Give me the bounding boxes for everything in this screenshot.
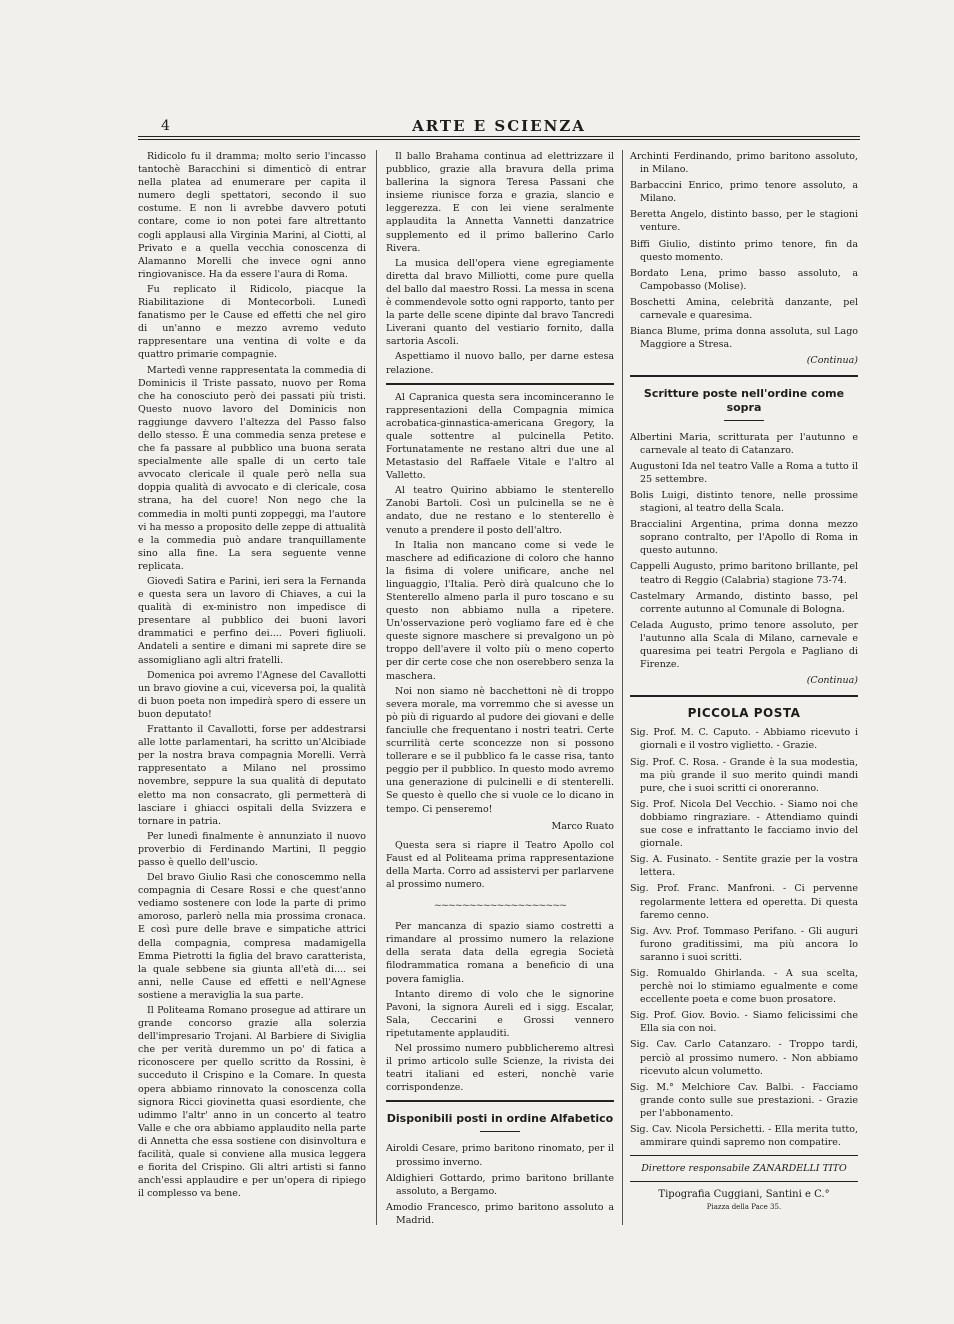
printer-address: Piazza della Pace 35. <box>706 1203 782 1212</box>
list-item: Amodio Francesco, primo baritono assoluto a Madrid. <box>386 1201 614 1226</box>
section-heading-scritture: Scritture poste nell'ordine come sopra <box>643 387 845 414</box>
paragraph: Il ballo Brahama continua ad elettrizzare il pubblico, grazie alla bravura della prima ballerina la signora Teresa Passani che insieme riunisce forza e grazia, slancio e leggerezza. E con lei viene seralmente applaudita la Annetta Vannetti danzatrice supplemento ed il primo ballerino Carlo Rivera. <box>386 151 614 254</box>
continua-note: (Continua) <box>806 355 858 367</box>
column-1 <box>138 150 366 1202</box>
continua-note: (Continua) <box>806 675 858 687</box>
list-item: Archinti Ferdinando, primo baritono assoluto, in Milano. <box>630 151 858 176</box>
section-rule <box>386 1100 614 1102</box>
author-signature: Marco Ruato <box>551 820 614 832</box>
paragraph: Questa sera si riapre il Teatro Apollo col Faust ed al Politeama prima rappresentazione della Marta. Corro ad assistervi per parlarvene al prossimo numero. <box>386 839 614 890</box>
list-item: Sig. Prof. Nicola Del Vecchio. - Siamo noi che dobbiamo ringraziare. - Attendiamo quindi sue cose e infrattanto le facciamo invio del giornale. <box>630 798 858 850</box>
list-item: Sig. Prof. C. Rosa. - Grande è la sua modestia, ma più grande il suo merito quindi mandi pure, che i suoi scritti ci onoreranno. <box>630 756 858 794</box>
paragraph: Martedì venne rappresentata la commedia di Dominicis il Triste passato, nuovo per Roma che ha conosciuto però dei passati più tristi. Questo nuovo lavoro del Dominicis non raggiunge davvero l'altezza del Passo falso dello stesso. È una commedia senza pretese e che fa passare al pubblico una buona serata specialmente alle spalle di un certo tale avvocato clericale il quale però nella sua doppia qualità di avvocato e di clericale, cosa strana, ha del cuore! Non nego che la commedia in molti punti zoppeggi, ma l'autore vi ha messo a proposito delle zeppe di attualità e la commedia può andare tranquillamente sino alla fine. La sera seguente venne replicata. <box>138 364 366 572</box>
list-item: Augustoni Ida nel teatro Valle a Roma a tutto il 25 settembre. <box>630 460 858 485</box>
paragraph: Ridicolo fu il dramma; molto serio l'incasso tantochè Baracchini si dimenticò di entrar nella platea ad enumerare per capita il numero degli spettatori, secondo il suo costume. E non li avrebbe davvero potuti contare, come io non potei fare altrettanto cogli applausi alla Virginia Marini, al Ciotti, al Privato e a quella vecchia conoscenza di Alamanno Morelli che invece ogni anno ringiovanisce. Ha da essere l'aura di Roma. <box>138 151 366 280</box>
list-item: Boschetti Amina, celebrità danzante, pel carnevale e quaresima. <box>630 296 858 322</box>
column-divider <box>622 150 623 1225</box>
section-rule <box>630 375 858 377</box>
paragraph: Noi non siamo nè bacchettoni nè di troppo severa morale, ma vorremmo che si avesse un pò più di riguardo al pudore dei giovani e delle fanciulle che frequentano i nostri teatri. Certe scurrilità certe sconcezze non si possono tollerare e se il pubblico fa le casse risa, tanto peggio per il pubblico. In questo modo avremo una generazione di pulcinelli e di stenterelli. Se questo è quello che si vuole ce lo dicano in tempo. Ci penseremo! <box>386 685 614 815</box>
paragraph: Aspettiamo il nuovo ballo, per darne estesa relazione. <box>386 351 614 376</box>
paragraph: Frattanto il Cavallotti, forse per addestrarsi alle lotte parlamentari, ha scritto un'Alcibiade per la nostra brava compagnia Morelli. Verrà rappresentato a Milano nel prossimo novembre, seppure la sua qualità di deputato eletto ma non consacrato, gli permetterà di lasciare i ghiacci ospitali della Svizzera e tornare in patria. <box>138 724 366 827</box>
list-item: Bolis Luigi, distinto tenore, nelle prossime stagioni, al teatro della Scala. <box>630 489 858 515</box>
list-item: Beretta Angelo, distinto basso, per le stagioni venture. <box>630 209 858 234</box>
short-rule <box>724 420 764 421</box>
list-item: Bordato Lena, primo basso assoluto, a Campobasso (Molise). <box>630 267 858 292</box>
column-divider <box>376 150 377 1225</box>
section-heading-piccola-posta: PICCOLA POSTA <box>687 706 801 721</box>
paragraph: Per mancanza di spazio siamo costretti a rimandare al prossimo numero la relazione della serata data della egregia Società filodrammatica romana a beneficio di una povera famiglia. <box>386 921 614 985</box>
list-item: Biffi Giulio, distinto primo tenore, fin da questo momento. <box>630 238 858 263</box>
printer-line: Tipografia Cuggiani, Santini e C.° <box>658 1189 830 1201</box>
paragraph: Al Capranica questa sera incominceranno le rappresentazioni della Compagnia mimica acrobatica-ginnastica-americana Gregory, la quale sottentre al pulcinella Petito. Fortunatamente ne restano altri due une al Metastasio del Raffaele Vitale e l'altro al Valletto. <box>386 391 614 482</box>
paragraph: Per lunedì finalmente è annunziato il nuovo proverbio di Ferdinando Martini, Il peggio passo è quello dell'uscio. <box>138 830 366 868</box>
section-heading-disponibili: Disponibili posti in ordine Alfabetico <box>386 1112 614 1126</box>
paragraph: Fu replicato il Ridicolo, piacque la Riabilitazione di Montecorboli. Lunedì fanatismo per le Cause ed effetti che nel giro di un'anno e mezzo avremo veduto rappresentare una ventina di volte e da quattro primarie compagnie. <box>138 283 366 361</box>
paragraph: Al teatro Quirino abbiamo le stenterello Zanobi Bartoli. Così un pulcinella se ne è andato, due ne restano e lo stenterello è venuto a prendere il posto dell'altro. <box>386 485 614 536</box>
list-item: Sig. Cav. Nicola Persichetti. - Ella merita tutto, ammirare quindi sapremo non compatire. <box>630 1124 858 1149</box>
list-item: Braccialini Argentina, prima donna mezzo soprano contralto, per l'Apollo di Roma in questo autunno. <box>630 519 858 557</box>
list-item: Albertini Maria, scritturata per l'autunno e carnevale al teato di Catanzaro. <box>630 431 858 456</box>
paragraph: Intanto diremo di volo che le signorine Pavoni, la signora Aureli ed i sigg. Escalar, Sala, Ceccarini e Grossi vennero ripetutamente applauditi. <box>386 988 614 1039</box>
list-item: Sig. Prof. Giov. Bovio. - Siamo felicissimi che Ella sia con noi. <box>630 1010 858 1035</box>
list-item: Airoldi Cesare, primo baritono rinomato, per il prossimo inverno. <box>386 1143 614 1168</box>
list-item: Sig. A. Fusinato. - Sentite grazie per la vostra lettera. <box>630 854 858 879</box>
page-header <box>138 117 860 135</box>
paragraph: In Italia non mancano come si vede le maschere ad edificazione di coloro che hanno la fisima di volere unificare, anche nel linguaggio, l'Italia. Però dirà qualcuno che lo Stenterello almeno parla il puro toscano e su questo non abbiamo nulla a ripetere. Un'osservazione però vogliamo fare ed è che queste signore maschere si prevalgono un pò troppo dell'avere il volto più o meno coperto per dir certe cose che non oserebbero senza la maschera. <box>386 539 614 682</box>
list-item: Aldighieri Gottardo, primo baritono brillante assoluto, a Bergamo. <box>386 1172 614 1197</box>
running-title: ARTE E SCIENZA <box>412 117 586 135</box>
list-item: Sig. Romualdo Ghirlanda. - A sua scelta, perchè noi lo stimiamo egualmente e come eccellente poeta e come buon prosatore. <box>630 967 858 1006</box>
list-item: Sig. Cav. Carlo Catanzaro. - Troppo tardi, perciò al prossimo numero. - Non abbiamo ricevuto alcun volumetto. <box>630 1039 858 1077</box>
section-rule <box>386 383 614 385</box>
list-item: Sig. Avv. Prof. Tommaso Perifano. - Gli auguri furono graditissimi, ma più ancora lo saranno i suoi scritti. <box>630 925 858 963</box>
short-rule <box>480 1131 520 1132</box>
list-item: Cappelli Augusto, primo baritono brillante, pel teatro di Reggio (Calabria) stagione 73-74. <box>630 561 858 586</box>
list-item: Sig. M.° Melchiore Cav. Balbi. - Facciamo grande conto sulle sue prestazioni. - Grazie per l'abbonamento. <box>630 1081 858 1119</box>
column-3 <box>630 150 858 1214</box>
section-rule <box>630 1155 858 1156</box>
column-2 <box>386 150 614 1230</box>
paragraph: Il Politeama Romano prosegue ad attirare un grande concorso grazie alla solerzia dell'impresario Trojani. Al Barbiere di Siviglia che per verità duremmo un po' di fatica a riconoscere per quello scritto da Rossini, è succeduto il Crispino e la Comare. In questa opera abbiamo rinnovato la conoscenza colla signora Ricci giovinetta quasi esordiente, che udimmo l'altr' anno in un concerto al teatro Valle e che ora abbiamo applaudito nella parte di Annetta che essa sostiene con disinvoltura e facilità, quale si conviene alla musica leggera e fiorita del Crispino. Gli altri artisti si fanno anch'essi applaudire e per un'opera di ripiego il complesso va bene. <box>138 1005 366 1200</box>
list-item: Celada Augusto, primo tenore assoluto, per l'autunno alla Scala di Milano, carnevale e quaresima pei teatri Pergola e Pagliano di Firenze. <box>630 619 858 671</box>
wavy-divider: ~~~~~~~~~~~~~~~~~~~ <box>433 900 567 912</box>
section-rule <box>630 1181 858 1182</box>
paragraph: Giovedì Satira e Parini, ieri sera la Fernanda e questa sera un lavoro di Chiaves, a cui la qualità di ex-ministro non impedisce di presentare al pubblico dei buoni lavori drammatici e perfino dei.... Poveri figliuoli. Andateli a sentire e dimani mi saprete dire se assomigliano agli altri fratelli. <box>138 576 366 666</box>
paragraph: Del bravo Giulio Rasi che conoscemmo nella compagnia di Cesare Rossi e che quest'anno vediamo sostenere con lode la parte di primo amoroso, parlerò nella mia prossima cronaca. E così pure delle brave e simpatiche attrici della compagnia, compresa madamigella Emma Pietrotti la figlia del bravo caratterista, la quale sebbene sia giunta all'età di.... sei anni, nelle Cause ed effetti e nell'Agnese sostiene a meraviglia la sua parte. <box>138 872 366 1001</box>
list-item: Barbaccini Enrico, primo tenore assoluto, a Milano. <box>630 180 858 205</box>
list-item: Castelmary Armando, distinto basso, pel corrente autunno al Comunale di Bologna. <box>630 590 858 615</box>
paragraph: La musica dell'opera viene egregiamente diretta dal bravo Milliotti, come pure quella del ballo dal maestro Rossi. La messa in scena è commendevole sotto ogni rapporto, tanto per la parte delle scene dipinte dal bravo Tancredi Liverani quanto del vestiario fornito, dalla sartoria Ascoli. <box>386 257 614 348</box>
header-rule <box>138 136 860 140</box>
list-item: Bianca Blume, prima donna assoluta, sul Lago Maggiore a Stresa. <box>630 326 858 351</box>
paragraph: Domenica poi avremo l'Agnese del Cavallotti un bravo giovine a cui, viceversa poi, la qualità di buon poeta non impedirà spero di essere un buon deputato! <box>138 669 366 720</box>
list-item: Sig. Prof. Franc. Manfroni. - Ci pervenne regolarmente lettera ed operetta. Di questa faremo cenno. <box>630 883 858 921</box>
list-item: Sig. Prof. M. C. Caputo. - Abbiamo ricevuto i giornali e il vostro viglietto. - Grazie. <box>630 727 858 752</box>
section-rule <box>630 695 858 697</box>
director-line: Direttore responsabile ZANARDELLI TITO <box>641 1163 847 1175</box>
paragraph: Nel prossimo numero pubblicheremo altresì il primo articolo sulle Scienze, la rivista dei teatri italiani ed esteri, nonchè varie corrispondenze. <box>386 1043 614 1094</box>
page-number: 4 <box>161 118 170 134</box>
